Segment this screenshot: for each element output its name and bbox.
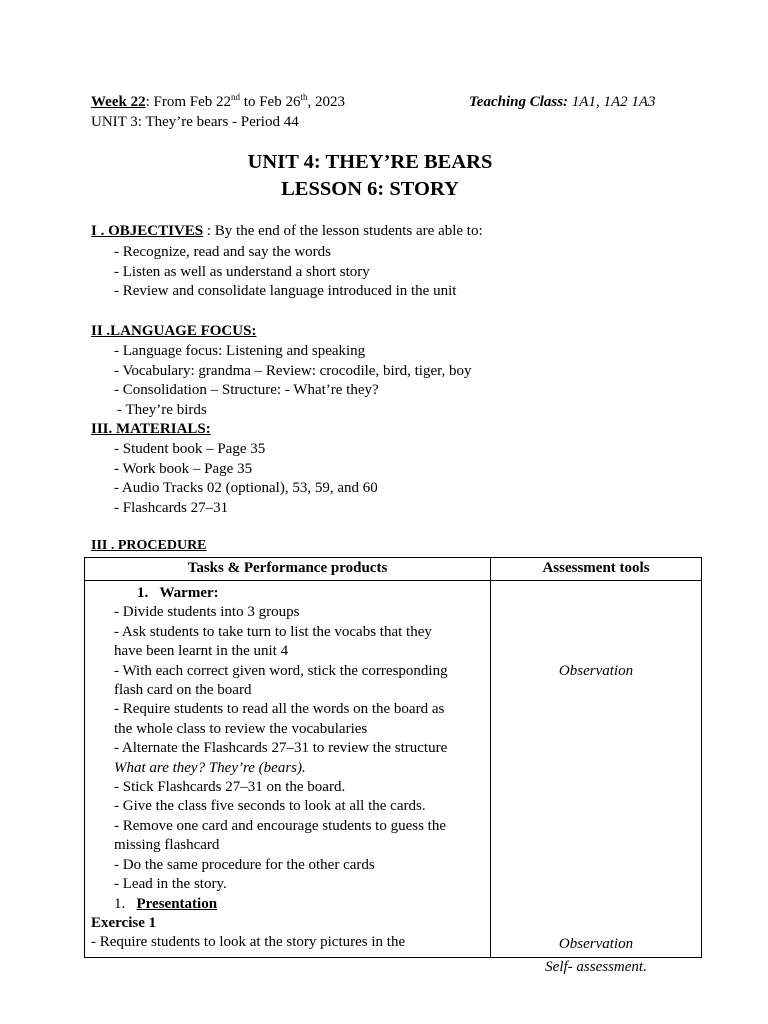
warmer-line: the whole class to review the vocabularies	[114, 720, 368, 737]
list-item: - Work book – Page 35	[114, 460, 253, 477]
warmer-line: - Divide students into 3 groups	[114, 604, 300, 621]
list-item: - Language focus: Listening and speaking	[114, 343, 366, 359]
list-item: - Flashcards 27–31	[114, 500, 229, 517]
warmer-title	[91, 584, 482, 603]
warmer-line: missing flashcard	[114, 837, 220, 854]
warmer-line: flash card on the board	[114, 682, 252, 699]
teaching-class-label: Teaching Class:	[469, 94, 569, 110]
week-label: Week 22	[91, 94, 146, 110]
assessment-cell	[491, 581, 702, 975]
teaching-class-values: 1A1, 1A2 1A3	[568, 94, 656, 110]
warmer-line: - Lead in the story.	[114, 876, 227, 893]
warmer-line: - Require students to read all the words on the board as	[114, 701, 445, 718]
list-item: - Consolidation – Structure: - What’re they?	[114, 382, 379, 399]
warmer-line: - Give the class five seconds to look at all the cards.	[114, 798, 426, 815]
language-focus-extra: - They’re birds	[117, 402, 207, 418]
materials-heading: III. MATERIALS:	[91, 421, 211, 437]
table-row	[85, 581, 702, 958]
table-header-row	[85, 558, 702, 581]
objectives-intro: : By the end of the lesson students are able to:	[203, 223, 483, 239]
presentation-number: 1.	[114, 895, 126, 912]
list-item: - Recognize, read and say the words	[114, 244, 332, 260]
exercise-line: - Require students to look at the story pictures in the	[91, 934, 406, 951]
tasks-cell	[85, 581, 491, 958]
objectives-list	[114, 243, 456, 302]
warmer-line: - Remove one card and encourage students to guess the	[114, 817, 446, 834]
warmer-structure: What are they? They’re (bears).	[114, 759, 306, 776]
week-sup-2: th	[300, 92, 308, 102]
assessment-presentation-2: Self- assessment.	[545, 959, 647, 975]
warmer-line: - Stick Flashcards 27–31 on the board.	[114, 779, 346, 796]
list-item: - Student book – Page 35	[114, 441, 266, 457]
warmer-line: - Alternate the Flashcards 27–31 to review the structure	[114, 740, 448, 757]
presentation-label: Presentation	[136, 895, 218, 912]
presentation-title	[91, 895, 482, 914]
unit-period: UNIT 3: They’re bears - Period 44	[91, 114, 299, 130]
week-dates-pre: : From Feb 22	[145, 94, 232, 110]
objectives-heading-line	[91, 222, 483, 242]
warmer-line: - With each correct given word, stick the corresponding	[114, 662, 448, 679]
col-tasks-header: Tasks & Performance products	[85, 558, 491, 581]
week-sup-1: nd	[231, 92, 241, 102]
language-focus-list	[114, 342, 472, 401]
week-dates-post: , 2023	[307, 94, 345, 110]
col-assessment-header: Assessment tools	[491, 558, 702, 581]
exercise-title: Exercise 1	[91, 914, 157, 931]
week-line	[91, 93, 345, 113]
lesson-title: LESSON 6: STORY	[281, 178, 459, 200]
assessment-presentation-1: Observation	[558, 936, 634, 952]
warmer-number: 1.	[137, 585, 149, 601]
teaching-class	[469, 93, 656, 113]
list-item: - Listen as well as understand a short story	[114, 263, 370, 280]
list-item: - Audio Tracks 02 (optional), 53, 59, and 60	[114, 480, 378, 497]
language-focus-heading: II .LANGUAGE FOCUS:	[91, 323, 257, 339]
assessment-warmer: Observation	[558, 663, 634, 679]
warmer-line: - Do the same procedure for the other cards	[114, 856, 375, 873]
objectives-heading: I . OBJECTIVES	[91, 223, 204, 239]
warmer-label: Warmer:	[159, 585, 219, 601]
list-item: - Vocabulary: grandma – Review: crocodile, bird, tiger, boy	[114, 362, 472, 379]
procedure-heading: III . PROCEDURE	[91, 538, 207, 553]
warmer-line: have been learnt in the unit 4	[114, 643, 289, 660]
procedure-table	[84, 557, 702, 975]
week-dates-mid: to Feb 26	[240, 94, 301, 110]
materials-list	[114, 440, 378, 519]
unit-title: UNIT 4: THEY’RE BEARS	[247, 151, 493, 173]
warmer-line: - Ask students to take turn to list the vocabs that they	[114, 623, 432, 640]
list-item: - Review and consolidate language introduced in the unit	[114, 283, 457, 300]
